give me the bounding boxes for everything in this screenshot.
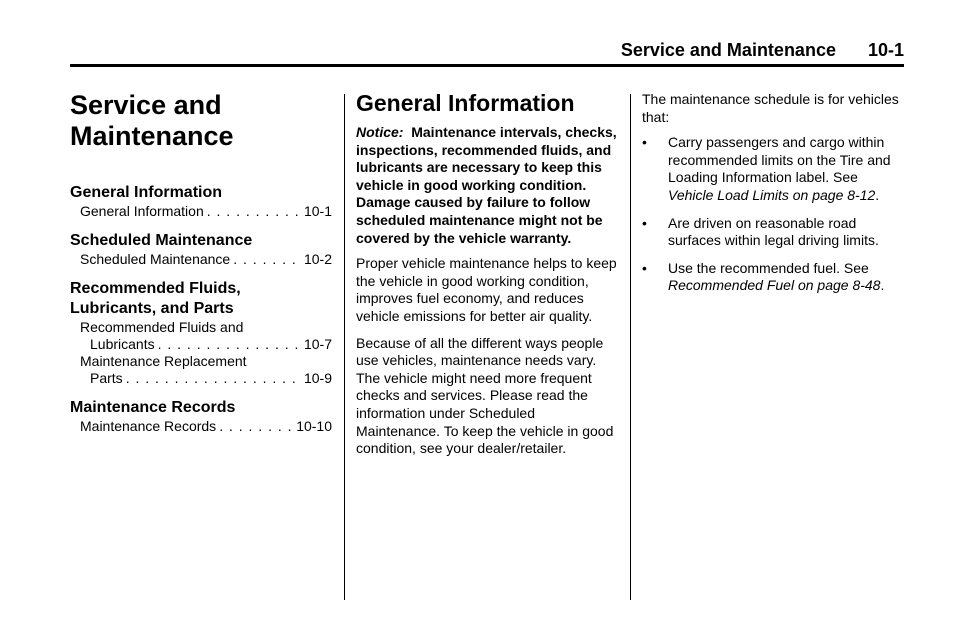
toc-entry-page: 10-7 [303, 336, 332, 352]
header-text [621, 40, 904, 61]
middle-column [356, 90, 620, 467]
toc-section-maintenance-records[interactable]: Maintenance Records [70, 399, 236, 416]
toc-section-scheduled-maintenance[interactable]: Scheduled Maintenance [70, 232, 253, 249]
table-of-contents [70, 183, 332, 435]
body-paragraph-2: Because of all the different ways people use vehicles, maintenance needs vary. The vehicle might need more frequent checks and services. Please read the information under Scheduled Maintenance. To keep the vehicle in good condition, see your dealer/retailer. [356, 334, 614, 457]
toc-section-line1: Recommended Fluids, [70, 280, 241, 297]
bullet-text: Use the recommended fuel. See [668, 259, 869, 276]
section-heading-general-information: General Information [356, 90, 575, 116]
column-divider-1 [344, 94, 345, 600]
page-header [70, 38, 904, 67]
bullet-text: Are driven on reasonable road surfaces within legal driving limits. [668, 214, 879, 249]
toc-entry[interactable] [70, 203, 332, 220]
schedule-intro: The maintenance schedule is for vehicles that: [642, 91, 899, 125]
column-divider-2 [630, 94, 631, 600]
toc-section-general-information[interactable]: General Information [70, 184, 223, 201]
toc-entry[interactable] [70, 418, 332, 435]
toc-entry-text-line1: Recommended Fluids and [80, 319, 244, 335]
list-item [642, 215, 904, 250]
notice-label: Notice: [356, 124, 404, 140]
toc-entry-page: 10-9 [303, 370, 332, 386]
toc-leader-dots [126, 370, 301, 387]
toc-entry[interactable] [70, 251, 332, 268]
toc-entry-page: 10-2 [303, 251, 332, 267]
left-column [70, 90, 332, 446]
toc-section-line2: Lubricants, and Parts [70, 300, 234, 317]
toc-entry[interactable] [70, 353, 332, 387]
bullet-end: . [880, 277, 885, 294]
right-column [642, 91, 904, 305]
toc-leader-dots [219, 418, 293, 435]
toc-section-recommended-fluids[interactable] [70, 279, 332, 319]
toc-leader-dots [233, 251, 301, 268]
toc-entry[interactable] [70, 319, 332, 353]
toc-entry-text: General Information [80, 203, 204, 219]
toc-entry-text: Scheduled Maintenance [80, 251, 231, 267]
bullet-icon: • [642, 134, 647, 151]
bullet-icon: • [642, 214, 647, 231]
toc-entry-page: 10-10 [296, 418, 332, 434]
chapter-title-line2: Maintenance [70, 121, 234, 151]
schedule-bullet-list [642, 134, 904, 295]
header-section-title: Service and Maintenance [620, 40, 836, 60]
notice-text: Maintenance intervals, checks, inspections, recommended fluids, and lubricants are necessary to keep this vehicle in good working condition. Damage caused by failure to follow scheduled maintenance might not be covered by the vehicle warranty. [356, 124, 617, 246]
chapter-title-line1: Service and [70, 90, 222, 120]
list-item [642, 260, 904, 295]
chapter-title [70, 90, 332, 152]
notice-paragraph [356, 124, 620, 247]
bullet-icon: • [642, 259, 647, 276]
toc-entry-page: 10-1 [303, 203, 332, 219]
bullet-text: Carry passengers and cargo within recommended limits on the Tire and Loading Information label. See [668, 134, 891, 186]
toc-entry-text-line2: Lubricants [90, 336, 155, 352]
toc-entry-text-line2: Parts [90, 370, 123, 386]
body-paragraph-1: Proper vehicle maintenance helps to keep the vehicle in good working condition, improves fuel economy, and reduces vehicle emissions for better air quality. [356, 255, 617, 324]
bullet-end: . [875, 186, 880, 203]
toc-entry-text-line1: Maintenance Replacement [80, 353, 247, 369]
cross-reference-link[interactable]: Vehicle Load Limits on page 8-12 [668, 186, 876, 203]
cross-reference-link[interactable]: Recommended Fuel on page 8-48 [668, 277, 881, 294]
list-item [642, 134, 904, 204]
toc-leader-dots [158, 336, 301, 353]
toc-leader-dots [207, 203, 301, 220]
header-page-number: 10-1 [867, 40, 904, 60]
toc-entry-text: Maintenance Records [80, 418, 217, 434]
